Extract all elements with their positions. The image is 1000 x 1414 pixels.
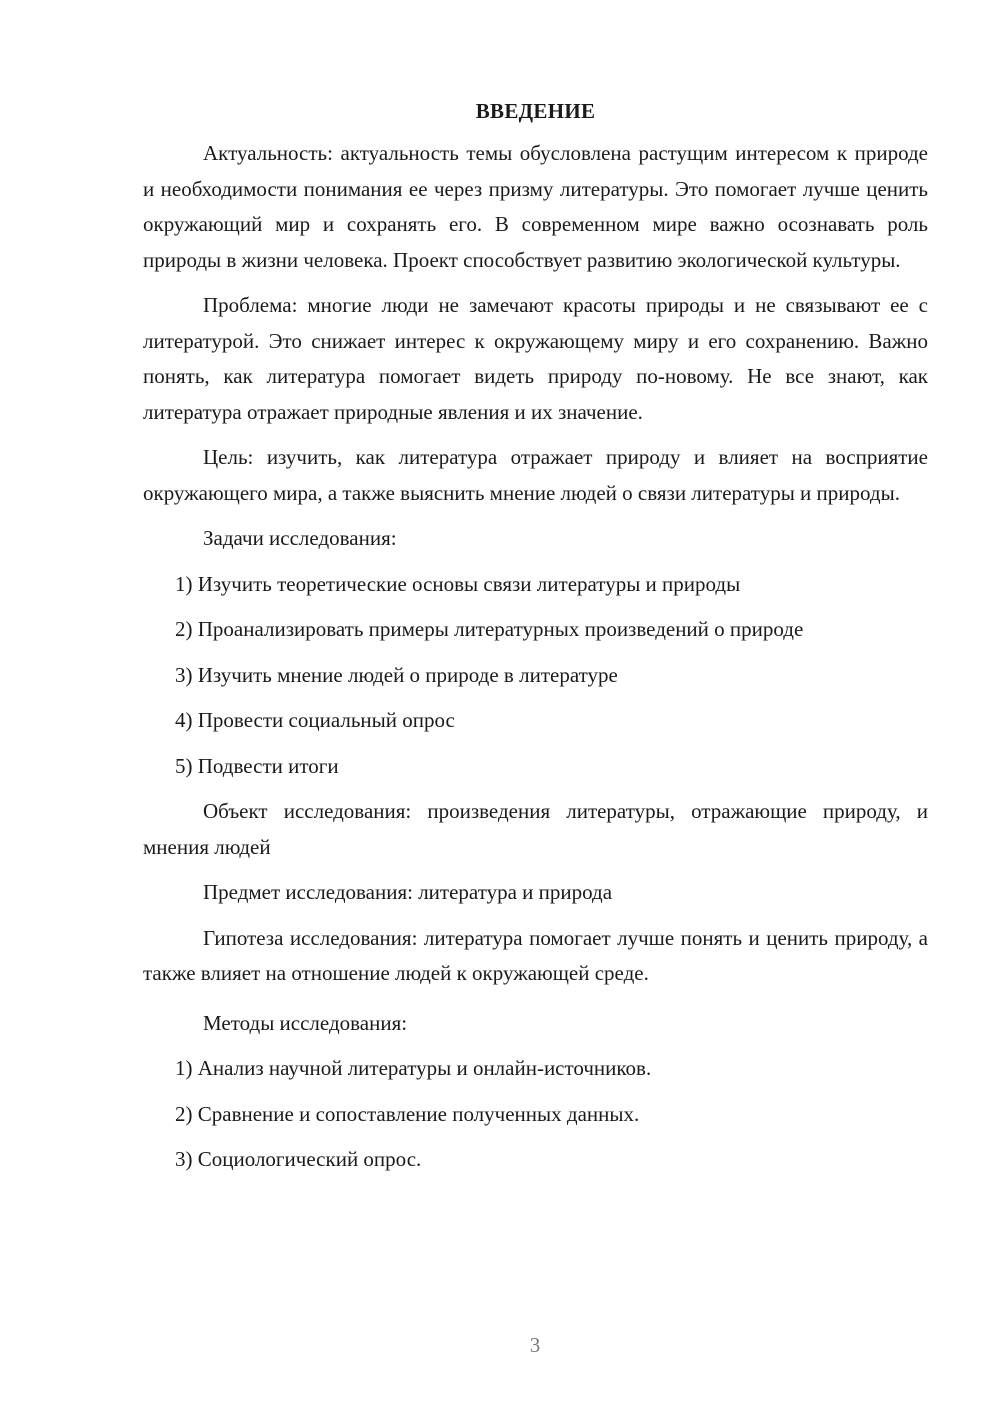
object-paragraph: Объект исследования: произведения литературы, отражающие природу, и мнения людей	[143, 799, 928, 859]
problem-paragraph: Проблема: многие люди не замечают красоты природы и не связывают ее с литературой. Это снижает интерес к окружающему миру и его сохранению. Важно понять, как литература помогает видеть природу по-новому. Не все знают, как литература отражает природные явления и их значение.	[143, 293, 928, 424]
task-item: 4) Провести социальный опрос	[175, 708, 455, 732]
tasks-heading: Задачи исследования:	[203, 526, 397, 550]
methods-heading: Методы исследования:	[203, 1010, 408, 1035]
document-page	[143, 96, 928, 1188]
subject-paragraph: Предмет исследования: литература и природа	[203, 880, 613, 904]
task-item: 3) Изучить мнение людей о природе в литературе	[175, 662, 618, 687]
task-item: 2) Проанализировать примеры литературных произведений о природе	[175, 617, 804, 641]
task-item: 5) Подвести итоги	[175, 753, 339, 778]
hypothesis-paragraph: Гипотеза исследования: литература помогает лучше понять и ценить природу, а также влияет на отношение людей к окружающей среде.	[143, 925, 928, 985]
page-number: 3	[529, 1333, 541, 1357]
task-item: 1) Изучить теоретические основы связи литературы и природы	[175, 571, 741, 596]
goal-paragraph: Цель: изучить, как литература отражает природу и влияет на восприятие окружающего мира, а также выяснить мнение людей о связи литературы и природы.	[143, 445, 928, 505]
method-item: 3) Социологический опрос.	[175, 1147, 422, 1171]
page-title: ВВЕДЕНИЕ	[475, 99, 596, 123]
relevance-paragraph: Актуальность: актуальность темы обусловлена растущим интересом к природе и необходимости понимания ее через призму литературы. Это помогает лучше ценить окружающий мир и сохранять его. В современном мире важно осознавать роль природы в жизни человека. Проект способствует развитию экологической культуры.	[143, 141, 928, 272]
method-item: 1) Анализ научной литературы и онлайн-источников.	[175, 1056, 652, 1080]
method-item: 2) Сравнение и сопоставление полученных данных.	[175, 1101, 640, 1126]
